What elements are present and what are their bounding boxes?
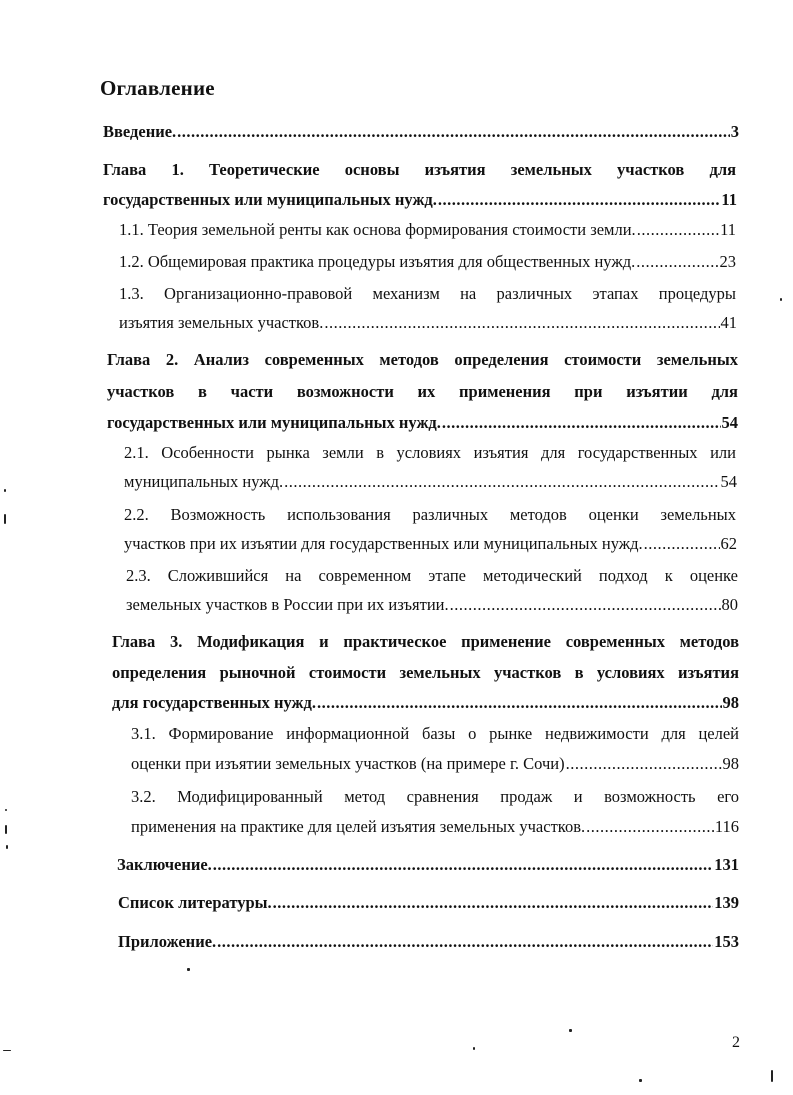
toc-chapter-1-line1[interactable]: Глава 1. Теоретические основы изъятия земельных участков для bbox=[103, 160, 736, 179]
page-number: 2 bbox=[732, 1034, 740, 1051]
dot-leader bbox=[317, 691, 722, 715]
scan-speck bbox=[5, 825, 7, 834]
dot-leader bbox=[217, 930, 713, 954]
toc-entry-page: 3 bbox=[730, 122, 739, 141]
toc-chapter-2-line3[interactable] bbox=[107, 411, 738, 435]
toc-entry-label: государственных или муниципальных нужд. bbox=[103, 190, 437, 209]
dot-leader bbox=[284, 470, 719, 494]
scan-speck bbox=[771, 1070, 773, 1082]
toc-entry-page: 98 bbox=[722, 754, 739, 773]
toc-section-2-2-line2[interactable] bbox=[124, 532, 737, 556]
toc-section-2-3-line2[interactable] bbox=[126, 593, 738, 617]
toc-section-2-2-line1[interactable]: 2.2. Возможность использования различных методов оценки земельных bbox=[124, 505, 736, 524]
toc-heading: Оглавление bbox=[100, 76, 215, 100]
toc-section-3-1-line1[interactable]: 3.1. Формирование информационной базы о рынке недвижимости для целей bbox=[131, 724, 739, 743]
dot-leader bbox=[450, 593, 721, 617]
toc-section-3-2-line2[interactable] bbox=[131, 815, 739, 839]
toc-entry-page: 11 bbox=[720, 220, 736, 239]
scan-speck bbox=[780, 298, 782, 301]
toc-chapter-1-line2[interactable] bbox=[103, 188, 737, 212]
toc-section-2-1-line2[interactable] bbox=[124, 470, 737, 494]
scan-speck bbox=[569, 1029, 572, 1032]
toc-section-2-3-line1[interactable]: 2.3. Сложившийся на современном этапе методический подход к оценке bbox=[126, 566, 738, 585]
toc-section-3-1-line2[interactable] bbox=[131, 752, 739, 776]
toc-entry-page: 54 bbox=[721, 413, 738, 432]
toc-entry-page: 139 bbox=[714, 893, 739, 912]
toc-entry-page: 131 bbox=[714, 855, 739, 874]
toc-entry-page: 11 bbox=[721, 190, 737, 209]
toc-entry-page: 153 bbox=[714, 932, 739, 951]
toc-section-1-1[interactable] bbox=[119, 218, 736, 242]
dot-leader bbox=[273, 891, 714, 915]
scan-speck bbox=[473, 1047, 475, 1050]
toc-entry-label: государственных или муниципальных нужд. bbox=[107, 413, 441, 432]
dot-leader bbox=[324, 311, 719, 335]
toc-entry-label: 1.2. Общемировая практика процедуры изъятия для общественных нужд. bbox=[119, 252, 636, 271]
scan-speck bbox=[3, 1050, 11, 1051]
toc-chapter-2-line1[interactable]: Глава 2. Анализ современных методов определения стоимости земельных bbox=[107, 350, 738, 369]
toc-chapter-2-line2[interactable]: участков в части возможности их применения при изъятии для bbox=[107, 382, 738, 401]
toc-entry-page: 23 bbox=[719, 252, 736, 271]
toc-section-3-2-line1[interactable]: 3.2. Модифицированный метод сравнения продаж и возможность его bbox=[131, 787, 739, 806]
toc-entry-page: 80 bbox=[721, 595, 738, 614]
scan-speck bbox=[187, 968, 190, 971]
scan-speck bbox=[5, 809, 7, 811]
scan-speck bbox=[4, 489, 6, 492]
toc-section-1-3-line2[interactable] bbox=[119, 311, 737, 335]
toc-entry-label: земельных участков в России при их изъятии. bbox=[126, 595, 449, 614]
toc-entry-label: Список литературы. bbox=[118, 893, 272, 912]
toc-entry-references[interactable] bbox=[118, 891, 739, 915]
dot-leader bbox=[442, 411, 721, 435]
toc-entry-page: 98 bbox=[722, 693, 739, 712]
toc-entry-label: муниципальных нужд. bbox=[124, 472, 284, 491]
scan-speck bbox=[6, 845, 8, 849]
toc-entry-label: участков при их изъятии для государственных или муниципальных нужд. bbox=[124, 534, 643, 553]
scan-speck bbox=[639, 1079, 642, 1082]
toc-entry-label: Приложение. bbox=[118, 932, 217, 951]
toc-entry-conclusion[interactable] bbox=[117, 853, 739, 877]
dot-leader bbox=[566, 752, 722, 776]
toc-section-1-3-line1[interactable]: 1.3. Организационно-правовой механизм на различных этапах процедуры bbox=[119, 284, 736, 303]
dot-leader bbox=[636, 250, 718, 274]
toc-entry-intro[interactable] bbox=[103, 120, 739, 144]
toc-entry-page: 54 bbox=[720, 472, 737, 491]
toc-entry-label: для государственных нужд. bbox=[112, 693, 316, 712]
dot-leader bbox=[213, 853, 713, 877]
toc-entry-label: Введение. bbox=[103, 122, 177, 141]
scan-speck bbox=[4, 514, 6, 524]
dot-leader bbox=[637, 218, 719, 242]
toc-entry-label: Заключение. bbox=[117, 855, 212, 874]
dot-leader bbox=[438, 188, 721, 212]
dot-leader bbox=[644, 532, 720, 556]
dot-leader bbox=[586, 815, 714, 839]
toc-chapter-3-line1[interactable]: Глава 3. Модификация и практическое применение современных методов bbox=[112, 632, 739, 651]
toc-chapter-3-line2[interactable]: определения рыночной стоимости земельных участков в условиях изъятия bbox=[112, 663, 739, 682]
toc-entry-page: 41 bbox=[720, 313, 737, 332]
toc-section-2-1-line1[interactable]: 2.1. Особенности рынка земли в условиях изъятия для государственных или bbox=[124, 443, 736, 462]
toc-entry-label: 1.1. Теория земельной ренты как основа формирования стоимости земли. bbox=[119, 220, 636, 239]
toc-entry-page: 116 bbox=[714, 817, 739, 836]
toc-entry-page: 62 bbox=[720, 534, 737, 553]
toc-entry-label: применения на практике для целей изъятия земельных участков. bbox=[131, 817, 586, 836]
toc-entry-appendix[interactable] bbox=[118, 930, 739, 954]
toc-entry-label: оценки при изъятии земельных участков (на примере г. Сочи) bbox=[131, 754, 565, 773]
toc-section-1-2[interactable] bbox=[119, 250, 736, 274]
toc-entry-label: изъятия земельных участков. bbox=[119, 313, 324, 332]
dot-leader bbox=[177, 120, 730, 144]
toc-chapter-3-line3[interactable] bbox=[112, 691, 739, 715]
